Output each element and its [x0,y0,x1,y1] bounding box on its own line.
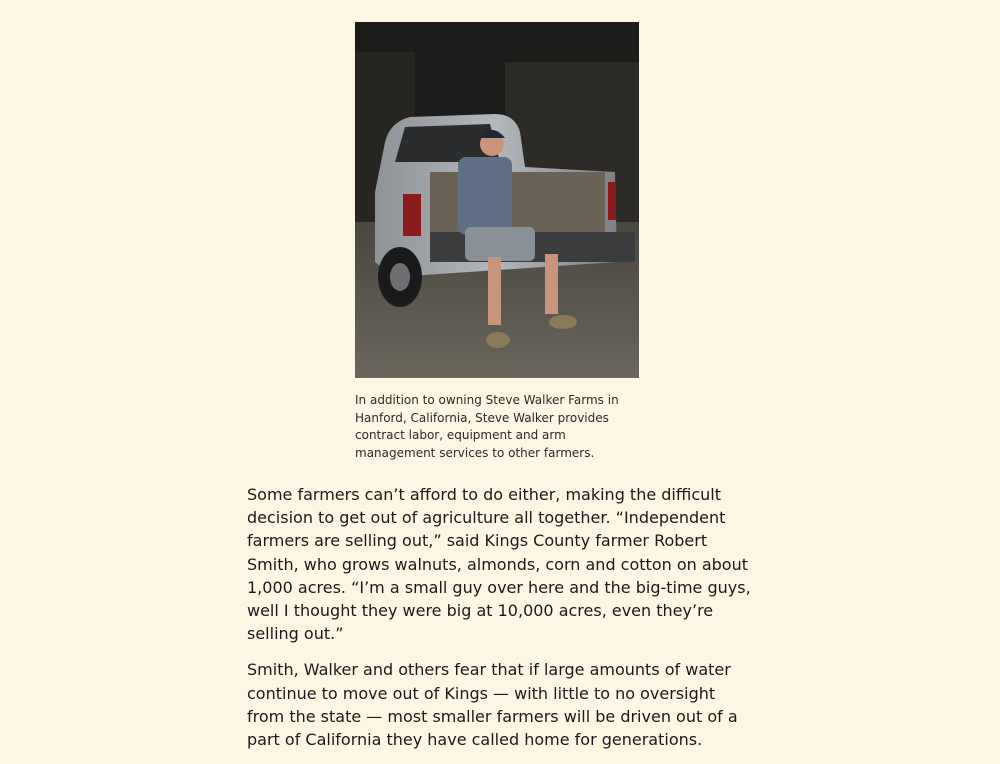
photo-caption: In addition to owning Steve Walker Farms in Hanford, California, Steve Walker provides contract labor, equipment and arm management services to other farmers. [355,393,619,461]
farmer-photo [355,22,639,378]
article-paragraph: Smith, Walker and others fear that if large amounts of water continue to move out of Kings — with little to no oversight from the state — most smaller farmers will be driven out of a part of California they have called home for generations. [247,660,738,750]
article-body [247,483,757,764]
article-figure [355,22,639,463]
article-paragraph: Some farmers can’t afford to do either, making the difficult decision to get out of agriculture all together. “Independent farmers are selling out,” said Kings County farmer Robert Smith, who grows walnuts, almonds, corn and cotton on about 1,000 acres. “I’m a small guy over here and the big-time guys, well I thought they were big at 10,000 acres, even they’re selling out.” [247,485,751,644]
